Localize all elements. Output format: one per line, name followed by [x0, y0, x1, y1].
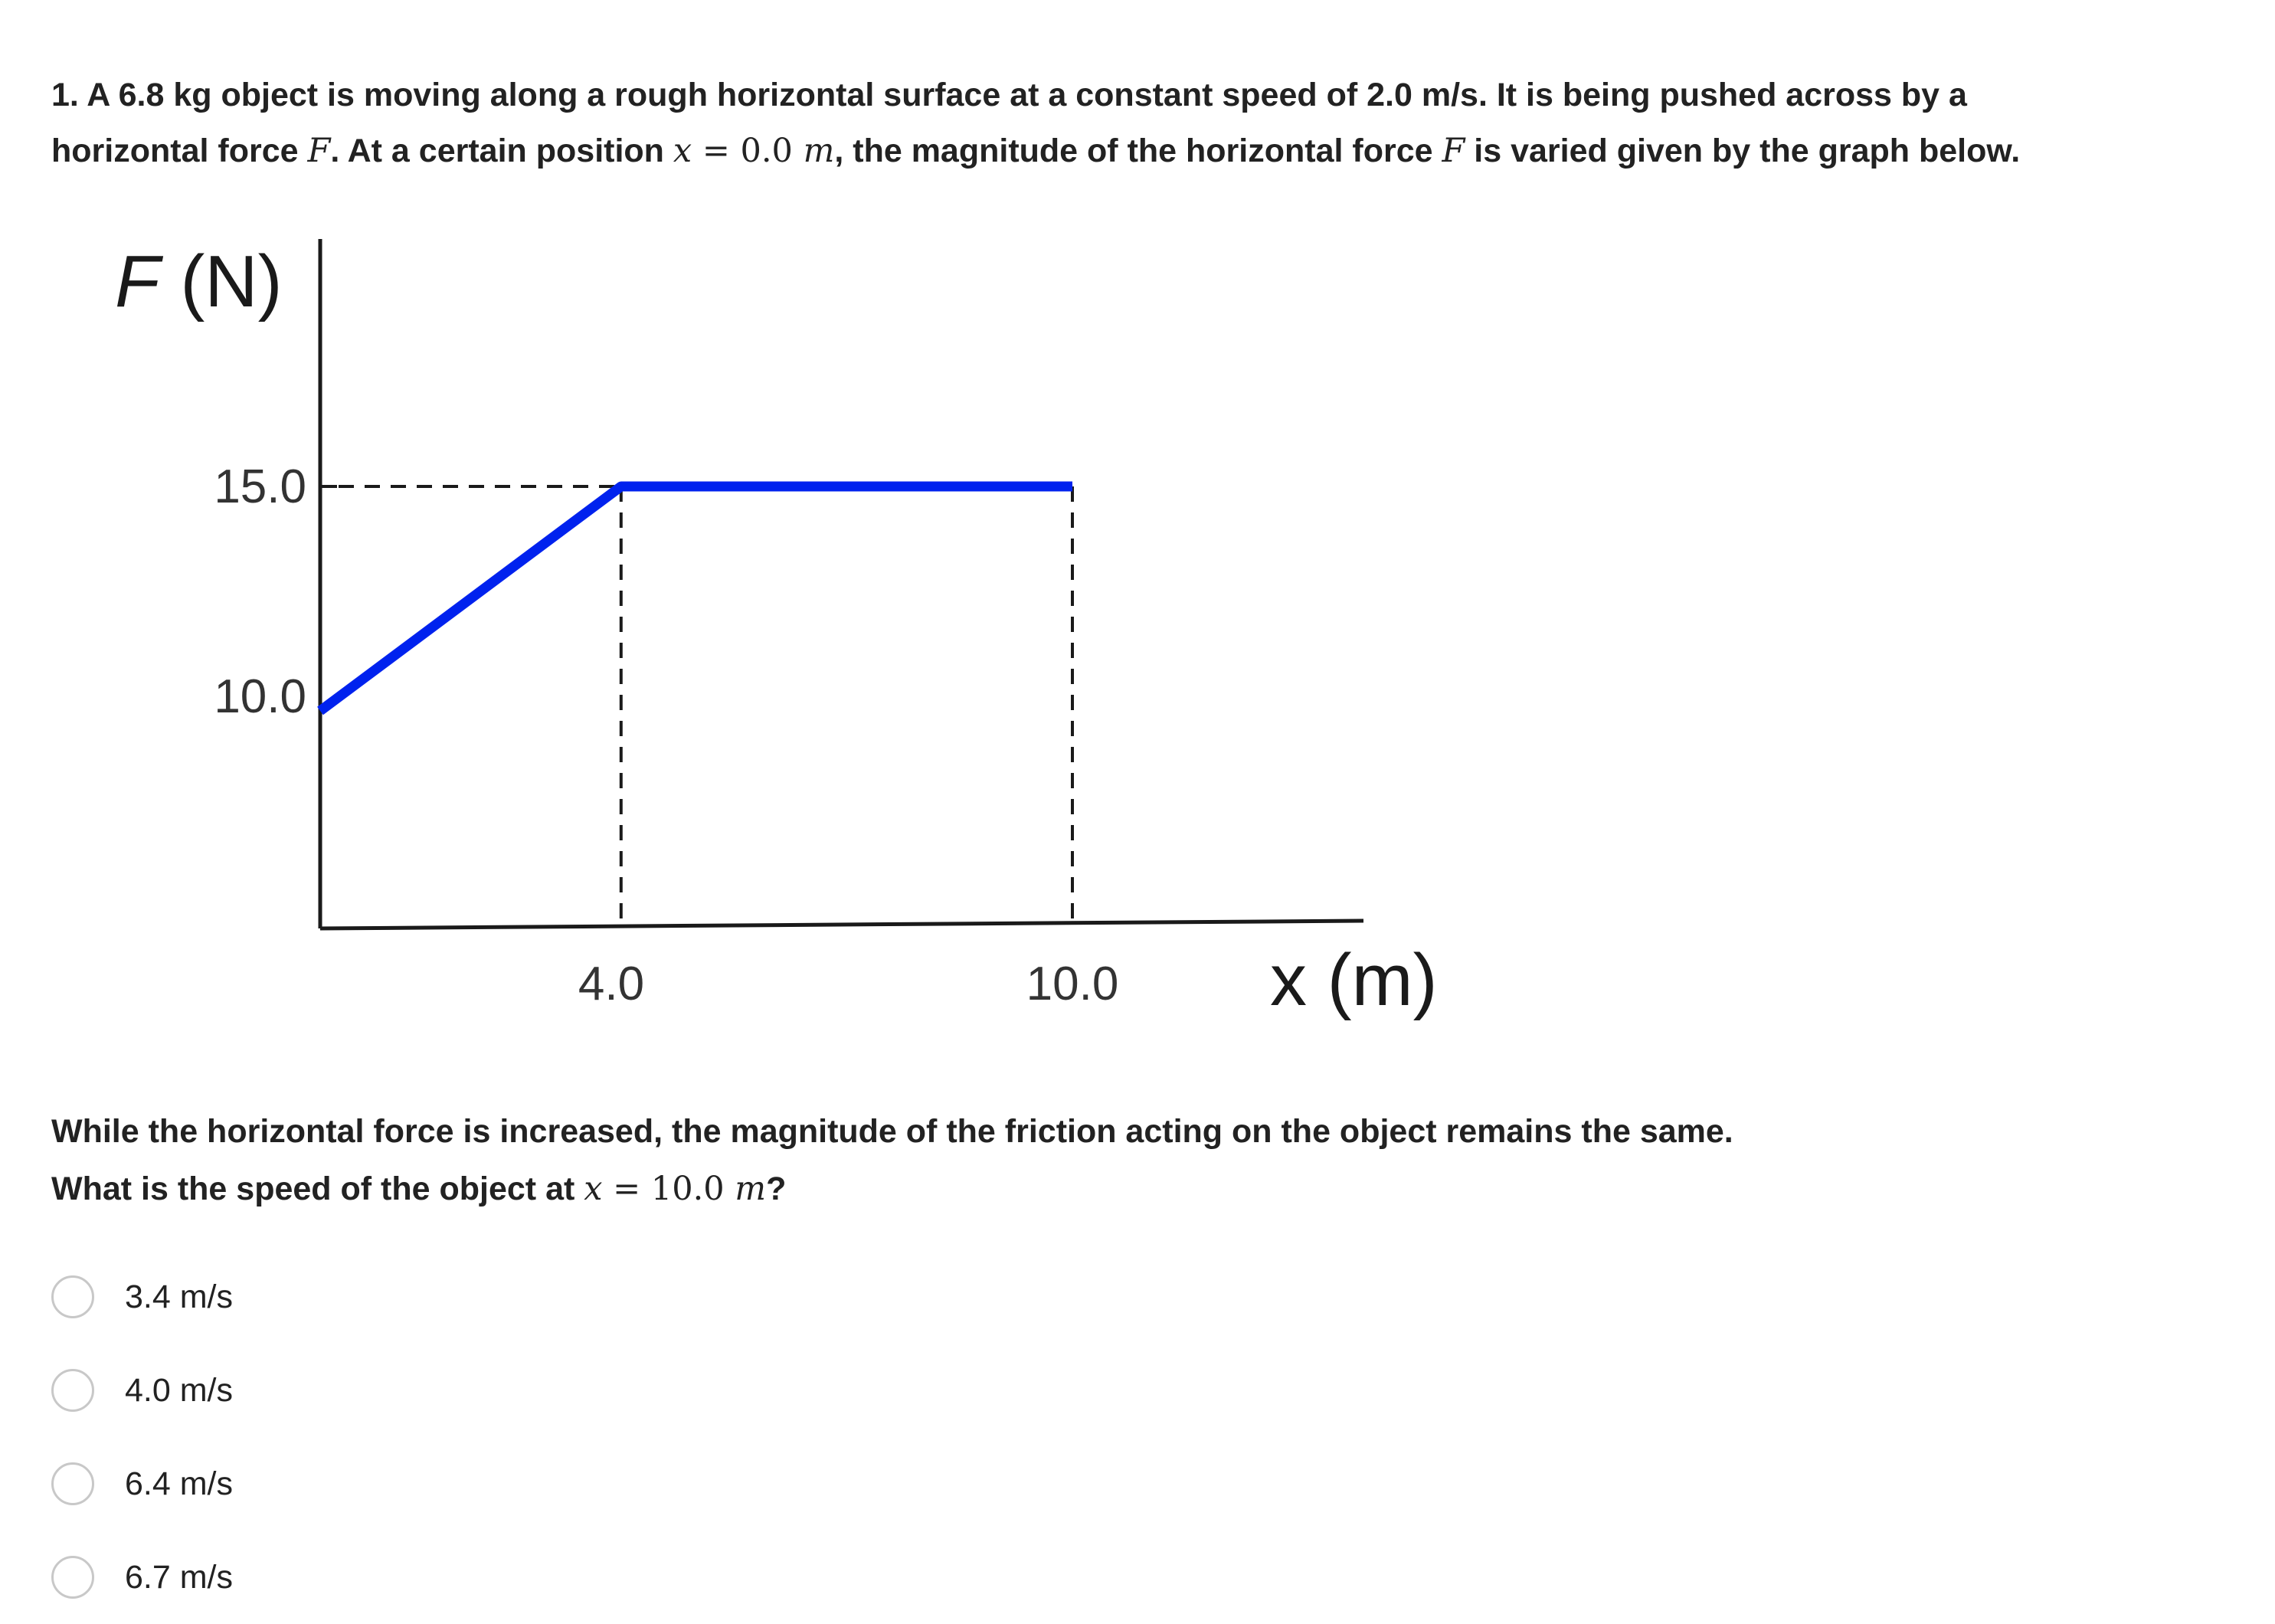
- y-axis-title: [115, 241, 283, 323]
- x-axis-title-unit: (m): [1307, 939, 1438, 1021]
- answer-option-a[interactable]: [51, 1250, 233, 1344]
- answer-option-c[interactable]: [51, 1437, 233, 1531]
- answer-option-label: 4.0 m/s: [125, 1371, 233, 1409]
- x-axis-title: [1270, 939, 1438, 1021]
- question-text-part: , the magnitude of the horizontal force: [834, 133, 1442, 169]
- radio-button[interactable]: [51, 1369, 94, 1412]
- question-text-part: horizontal force: [51, 133, 308, 169]
- x-tick-label-10: 10.0: [1026, 958, 1119, 1010]
- radio-button[interactable]: [51, 1462, 94, 1505]
- radio-button[interactable]: [51, 1275, 94, 1318]
- x-axis-line: [320, 921, 1363, 928]
- dashed-guides: [339, 486, 1072, 926]
- position-symbol: x: [584, 1170, 603, 1208]
- answer-option-label: 6.7 m/s: [125, 1558, 233, 1596]
- unit-symbol: m: [803, 132, 835, 170]
- question-line-1: 1. A 6.8 kg object is moving along a rough horizontal surface at a constant speed of 2.0 m/s. It is being pushed across by a: [51, 77, 1967, 113]
- position-value: = 10.0: [602, 1170, 735, 1208]
- y-tick-label-15: 15.0: [214, 460, 306, 513]
- force-symbol: F: [1442, 132, 1465, 170]
- answer-option-b[interactable]: [51, 1344, 233, 1437]
- answer-options: [51, 1250, 233, 1624]
- radio-button[interactable]: [51, 1556, 94, 1599]
- followup-text-part: What is the speed of the object at: [51, 1171, 584, 1207]
- followup-text-part: ?: [766, 1171, 787, 1207]
- x-axis-title-symbol: x: [1270, 939, 1307, 1021]
- question-text-part: . At a certain position: [330, 133, 673, 169]
- followup-text: [51, 1103, 2242, 1218]
- force-symbol: F: [307, 132, 331, 170]
- answer-option-label: 3.4 m/s: [125, 1278, 233, 1315]
- x-tick-label-4: 4.0: [578, 958, 645, 1010]
- question-text-part: is varied given by the graph below.: [1465, 133, 2021, 169]
- followup-line-1: While the horizontal force is increased, the magnitude of the friction acting on the object remains the same.: [51, 1113, 1733, 1150]
- position-value: = 0.0: [692, 132, 804, 170]
- y-tick-label-10: 10.0: [214, 670, 306, 723]
- y-axis-title-unit: (N): [159, 241, 283, 323]
- data-series: [320, 486, 1072, 711]
- unit-symbol: m: [735, 1170, 767, 1208]
- y-axis-title-symbol: F: [115, 241, 160, 323]
- force-line-series-0: [320, 486, 1072, 711]
- position-symbol: x: [673, 132, 692, 170]
- followup-line-2: [51, 1161, 2242, 1218]
- answer-option-d[interactable]: [51, 1531, 233, 1624]
- answer-option-label: 6.4 m/s: [125, 1465, 233, 1502]
